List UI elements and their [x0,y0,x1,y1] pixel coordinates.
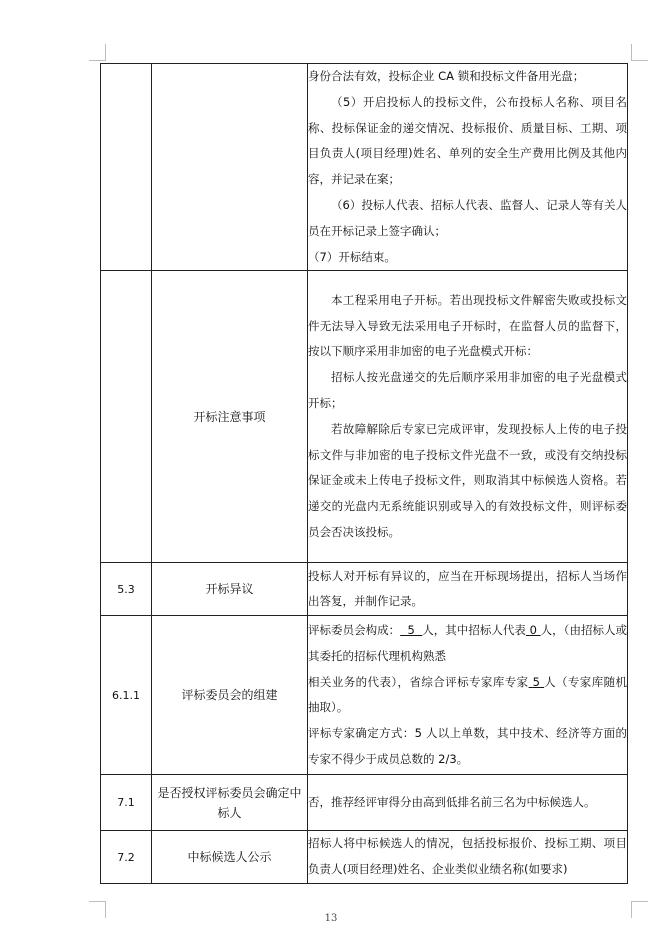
content-paragraph: （7）开标结束。 [308,249,396,264]
content-paragraph: 评标专家确定方式：5 人以上单数，其中技术、经济等方面的专家不得少于成员总数的 2/3。 [308,726,627,766]
table-row [101,64,628,271]
expert-count-value: 5 [532,674,540,689]
crop-mark-top-left [89,44,106,61]
content-paragraph: 本工程采用电子开标。若出现投标文件解密失败或投标文件无法导入导致无法采用电子开标时，在监督人员的监督下，按以下顺序采用非加密的电子光盘模式开标： [308,292,627,359]
table-row [101,271,628,563]
owner-representative-value: 0 [529,622,537,637]
table-row [101,831,628,884]
committee-total-value: 5 [407,622,415,637]
page-number: 13 [324,913,338,924]
table-row [101,616,628,775]
content-paragraph: 身份合法有效，投标企业 CA 锁和投标文件备用光盘； [308,69,585,83]
clause-number: 5.3 [101,563,152,616]
clause-name: 中标候选人公示 [152,831,308,884]
clause-number: 6.1.1 [101,616,152,775]
content-paragraph: 否，推荐经评审得分由高到低排名前三名为中标候选人。 [308,794,596,809]
crop-mark-top-right [631,44,648,61]
clause-name: 是否授权评标委员会确定中标人 [152,775,308,831]
content-paragraph: 相关业务的代表），省综合评标专家库专家 5 人（专家库随机抽取）。 [308,674,628,715]
table-row [101,563,628,616]
content-paragraph: 若故障解除后专家已完成评审，发现投标人上传的电子投标文件与非加密的电子投标文件光盘不一致，或没有交纳投标保证金或未上传电子投标文件，则取消其中标候选人资格。若递交的光盘内无系统能识别或导入的有效投标文件，则评标委员会否决该投标。 [308,421,627,540]
clause-content [308,563,628,616]
document-table [100,63,628,884]
content-paragraph: 招标人按光盘递交的先后顺序采用非加密的电子光盘模式开标； [308,370,627,411]
clause-name: 开标注意事项 [152,271,308,563]
clause-content [308,271,628,563]
clause-content [308,831,628,884]
content-paragraph: 评标委员会构成： 5 人，其中招标人代表 0 人，（由招标人或其委托的招标代理机构熟悉 [308,622,628,663]
clause-number [101,271,152,563]
clause-number [101,64,152,271]
content-paragraph: 招标人将中标候选人的情况，包括投标报价、投标工期、项目负责人(项目经理)姓名、企业类似业绩名称(如要求) [308,836,627,877]
clause-name [152,64,308,271]
table-row [101,775,628,831]
clause-number: 7.2 [101,831,152,884]
content-paragraph: 投标人对开标有异议的，应当在开标现场提出，招标人当场作出答复，并制作记录。 [308,568,627,609]
content-paragraph: （6）投标人代表、招标人代表、监督人、记录人等有关人员在开标记录上签字确认； [308,197,627,238]
clause-name: 开标异议 [152,563,308,616]
content-paragraph: （5）开启投标人的投标文件，公布投标人名称、项目名称、投标保证金的递交情况、投标报价、质量目标、工期、项目负责人(项目经理)姓名、单列的安全生产费用比例及其他内容，并记录在案； [308,94,627,187]
clause-content [308,64,628,271]
clause-content [308,616,628,775]
clause-content [308,775,628,831]
clause-name: 评标委员会的组建 [152,616,308,775]
clause-number: 7.1 [101,775,152,831]
